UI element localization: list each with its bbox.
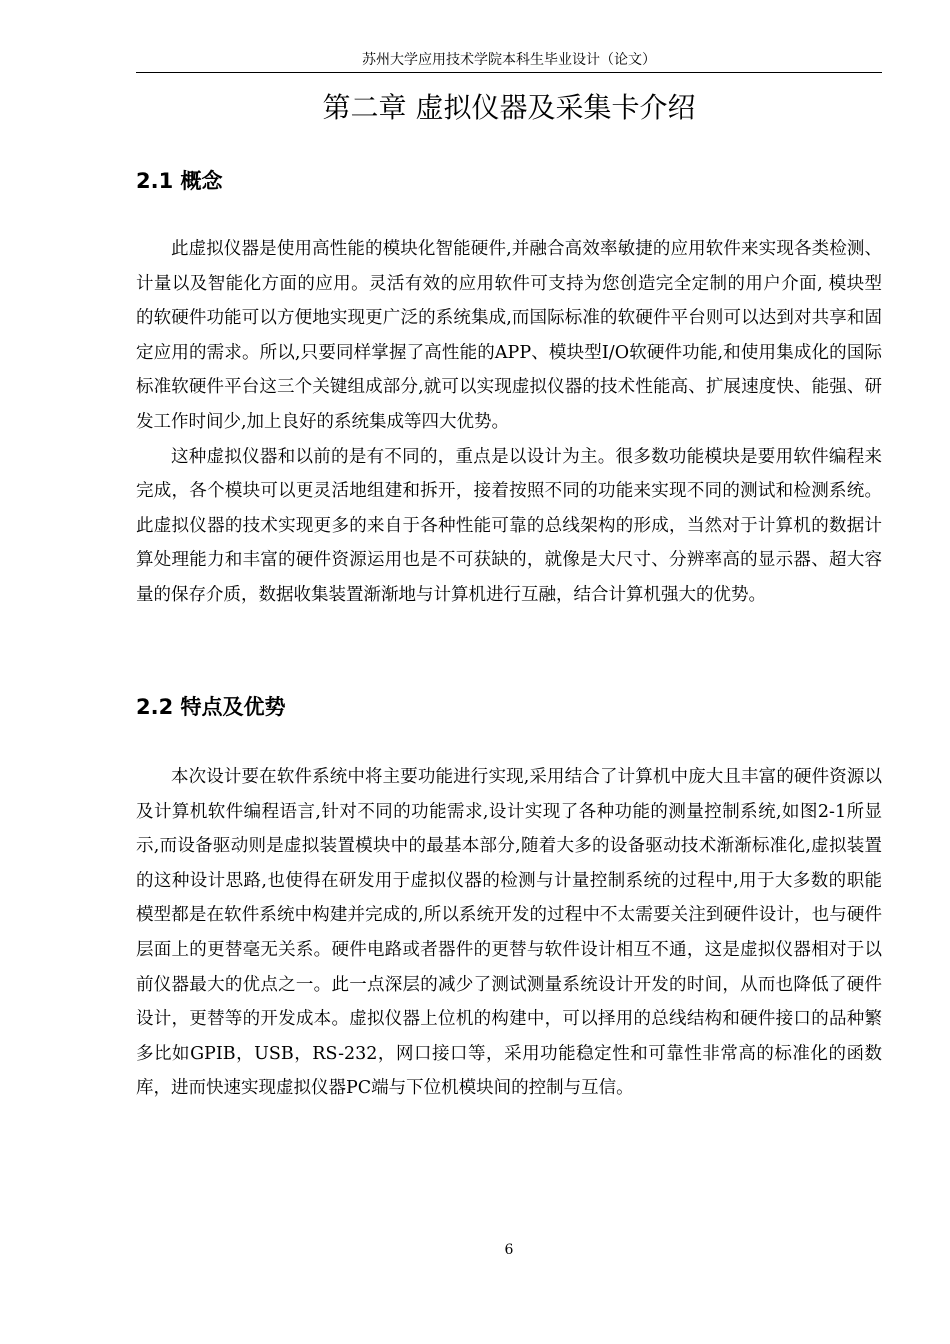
header-rule [136, 72, 882, 73]
section-body-2-1 [136, 232, 882, 613]
page-header: 苏州大学应用技术学院本科生毕业设计（论文） [362, 52, 656, 68]
section-heading-2-1: 2.1 概念 [136, 169, 223, 193]
paragraph: 此虚拟仪器是使用高性能的模块化智能硬件,并融合高效率敏捷的应用软件来实现各类检测、计量以及智能化方面的应用。灵活有效的应用软件可支持为您创造完全定制的用户介面, 模块型的软硬件功能可以方便地实现更广泛的系统集成,而国际标准的软硬件平台则可以达到对共享和固定应用的需求。所以,只要同样掌握了高性能的APP、模块型I/O软硬件功能,和使用集成化的国际标准软硬件平台这三个关键组成部分,就可以实现虚拟仪器的技术性能高、扩展速度快、能强、研发工作时间少,加上良好的系统集成等四大优势。 [136, 239, 882, 432]
section-body-2-2 [136, 760, 882, 1106]
paragraph: 本次设计要在软件系统中将主要功能进行实现,采用结合了计算机中庞大且丰富的硬件资源以及计算机软件编程语言,针对不同的功能需求,设计实现了各种功能的测量控制系统,如图2-1所显示,而设备驱动则是虚拟装置模块中的最基本部分,随着大多的设备驱动技术渐渐标准化,虚拟装置的这种设计思路,也使得在研发用于虚拟仪器的检测与计量控制系统的过程中,用于大多数的职能模型都是在软件系统中构建并完成的,所以系统开发的过程中不太需要关注到硬件设计，也与硬件层面上的更替毫无关系。硬件电路或者器件的更替与软件设计相互不通，这是虚拟仪器相对于以前仪器最大的优点之一。此一点深层的减少了测试测量系统设计开发的时间，从而也降低了硬件设计，更替等的开发成本。虚拟仪器上位机的构建中，可以择用的总线结构和硬件接口的品种繁多比如GPIB，USB，RS-232，网口接口等，采用功能稳定性和可靠性非常高的标准化的函数库，进而快速实现虚拟仪器PC端与下位机模块间的控制与互信。 [136, 767, 882, 1099]
paragraph: 这种虚拟仪器和以前的是有不同的，重点是以设计为主。很多数功能模块是要用软件编程来完成，各个模块可以更灵活地组建和拆开，接着按照不同的功能来实现不同的测试和检测系统。此虚拟仪器的技术实现更多的来自于各种性能可靠的总线架构的形成，当然对于计算机的数据计算处理能力和丰富的硬件资源运用也是不可获缺的，就像是大尺寸、分辨率高的显示器、超大容量的保存介质，数据收集装置渐渐地与计算机进行互融，结合计算机强大的优势。 [136, 446, 882, 605]
page-number: 6 [504, 1242, 514, 1258]
section-heading-2-2: 2.2 特点及优势 [136, 695, 286, 719]
chapter-title: 第二章 虚拟仪器及采集卡介绍 [322, 91, 696, 124]
